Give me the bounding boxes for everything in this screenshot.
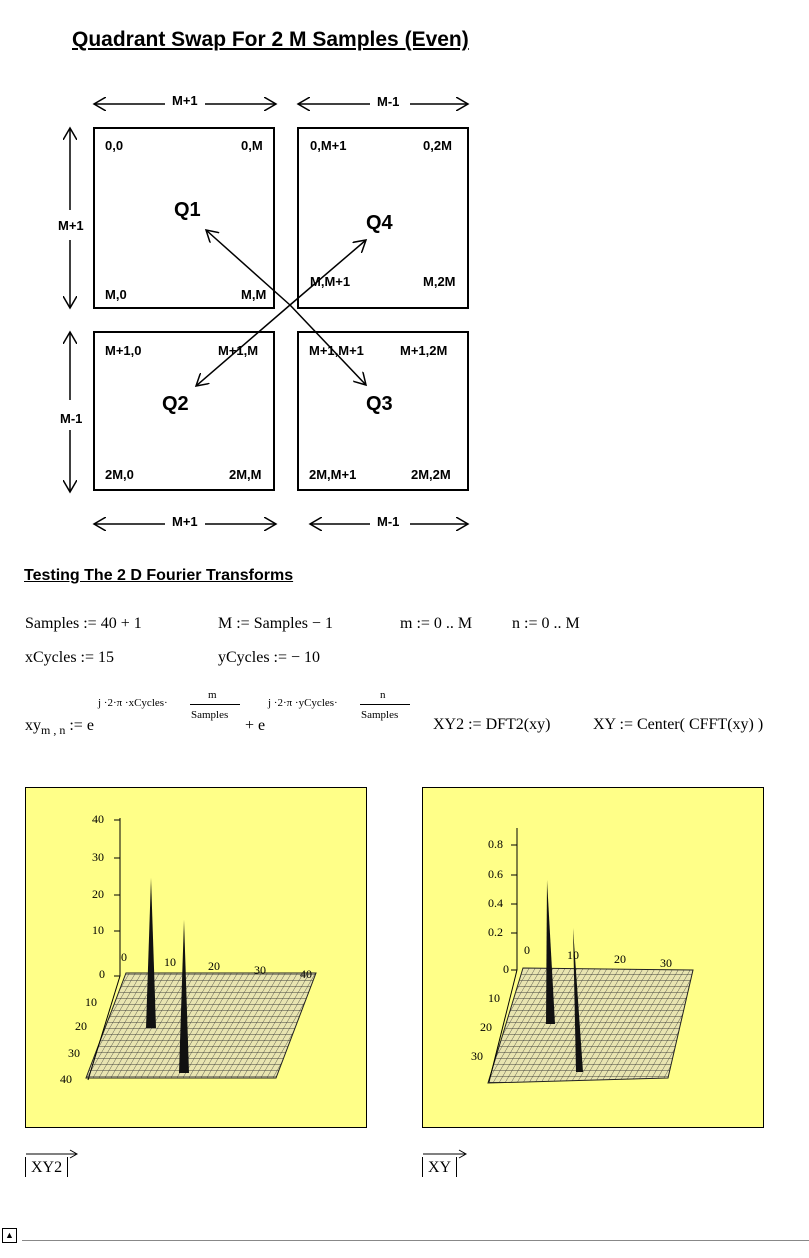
plot-xy-x-0: 0 — [524, 943, 530, 957]
q4-corner-bl: M,M+1 — [310, 274, 351, 289]
q4-corner-br: M,2M — [423, 274, 456, 289]
swap-arrow-q2-to-q4 — [290, 240, 366, 305]
plot-xy-z-0.2: 0.2 — [488, 925, 503, 939]
plot-xy2-y-20: 20 — [75, 1019, 87, 1033]
top-arrow-label-left: M+1 — [172, 93, 198, 108]
formula-frac2-num: n — [380, 689, 386, 701]
q2-label: Q2 — [162, 393, 189, 415]
plot-xy2-surface — [26, 788, 366, 1127]
plot-xy-z-0.4: 0.4 — [488, 896, 503, 910]
plot-xy2-x-10: 10 — [164, 955, 176, 969]
q3-corner-bl: 2M,M+1 — [309, 467, 357, 482]
q1-corner-br: M,M — [241, 287, 267, 302]
formula-xy-center: XY := Center( CFFT(xy) ) — [593, 716, 764, 733]
plot-xy2-z-0: 0 — [99, 967, 105, 981]
bottom-arrow-label-left: M+1 — [172, 514, 198, 529]
def-xcycles: xCycles := 15 — [25, 649, 115, 666]
plot-xy2-z-20: 20 — [92, 887, 104, 901]
section-title: Testing The 2 D Fourier Transforms — [24, 567, 294, 584]
plot-xy2-z-40: 40 — [92, 812, 104, 826]
q3-corner-tl: M+1,M+1 — [309, 343, 364, 358]
plot-xy2-y-40: 40 — [60, 1072, 72, 1086]
plot-xy-y-30: 30 — [471, 1049, 483, 1063]
plot-xy2[interactable] — [25, 787, 367, 1128]
q2-corner-bl: 2M,0 — [105, 467, 134, 482]
q3-corner-tr: M+1,2M — [400, 343, 448, 358]
formula-xy2: XY2 := DFT2(xy) — [433, 716, 551, 733]
page-title: Quadrant Swap For 2 M Samples (Even) — [72, 28, 469, 51]
q1-corner-tl: 0,0 — [105, 138, 124, 153]
q1-label: Q1 — [174, 199, 201, 221]
plot-xy2-y-30: 30 — [68, 1046, 80, 1060]
formula-plus-e: + e — [245, 717, 266, 734]
footer-divider — [22, 1240, 809, 1241]
q4-corner-tr: 0,2M — [423, 138, 452, 153]
plot-xy-z-0: 0 — [503, 962, 509, 976]
plot-xy2-y-10: 10 — [85, 995, 97, 1009]
q2-corner-br: 2M,M — [229, 467, 262, 482]
plot-xy2-x-40: 40 — [300, 967, 312, 981]
plot-xy2-floor — [86, 973, 316, 1078]
bottom-arrow-label-right: M-1 — [377, 514, 400, 529]
plot-xy2-x-0: 0 — [121, 950, 127, 964]
scroll-up-icon[interactable]: ▲ — [2, 1228, 17, 1243]
side-arrow-label-top: M+1 — [58, 218, 84, 233]
q2-corner-tl: M+1,0 — [105, 343, 142, 358]
formula-frac1-bar — [190, 704, 240, 705]
q4-label: Q4 — [366, 212, 393, 234]
plot-xy2-caption: XY2 — [25, 1157, 68, 1177]
plot-xy-x-30: 30 — [660, 956, 672, 970]
q3-label: Q3 — [366, 393, 393, 415]
plot-xy-peak-1 — [546, 880, 555, 1024]
def-samples: Samples := 40 + 1 — [25, 615, 142, 632]
q4-corner-tl: 0,M+1 — [310, 138, 347, 153]
formula-frac1-den: Samples — [191, 709, 229, 721]
def-ycycles: yCycles := − 10 — [218, 649, 321, 666]
formula-frac1-num: m — [208, 689, 217, 701]
plot-xy-caption: XY — [422, 1157, 457, 1177]
def-m: m := 0 .. M — [400, 615, 473, 632]
formula-frac2-bar — [360, 704, 410, 705]
q1-corner-bl: M,0 — [105, 287, 127, 302]
side-arrow-label-bottom: M-1 — [60, 411, 83, 426]
plot-xy[interactable] — [422, 787, 764, 1128]
formula-lhs: $xy_{m , n}$ := e — [25, 717, 94, 738]
plot-xy-floor — [488, 968, 693, 1083]
plot-xy-surface — [423, 788, 763, 1127]
def-M: M := Samples − 1 — [218, 615, 333, 632]
plot-xy-x-10: 10 — [567, 948, 579, 962]
plot-xy2-peak-1 — [146, 878, 156, 1028]
def-n: n := 0 .. M — [512, 615, 580, 632]
formula-exponent-2: j ·2·π ·yCycles· — [268, 697, 338, 709]
formula-frac2-den: Samples — [361, 709, 399, 721]
q3-corner-br: 2M,2M — [411, 467, 451, 482]
plot-xy2-x-20: 20 — [208, 959, 220, 973]
plot-xy-y-10: 10 — [488, 991, 500, 1005]
formula-exponent-1: j ·2·π ·xCycles· — [98, 697, 168, 709]
plot-xy-z-0.8: 0.8 — [488, 837, 503, 851]
plot-xy-x-20: 20 — [614, 952, 626, 966]
plot-xy2-x-30: 30 — [254, 963, 266, 977]
q2-corner-tr: M+1,M — [218, 343, 259, 358]
plot-xy2-z-30: 30 — [92, 850, 104, 864]
q1-corner-tr: 0,M — [241, 138, 263, 153]
plot-xy-y-20: 20 — [480, 1020, 492, 1034]
plot-xy-z-0.6: 0.6 — [488, 867, 503, 881]
plot-xy2-z-10: 10 — [92, 923, 104, 937]
top-arrow-label-right: M-1 — [377, 94, 400, 109]
